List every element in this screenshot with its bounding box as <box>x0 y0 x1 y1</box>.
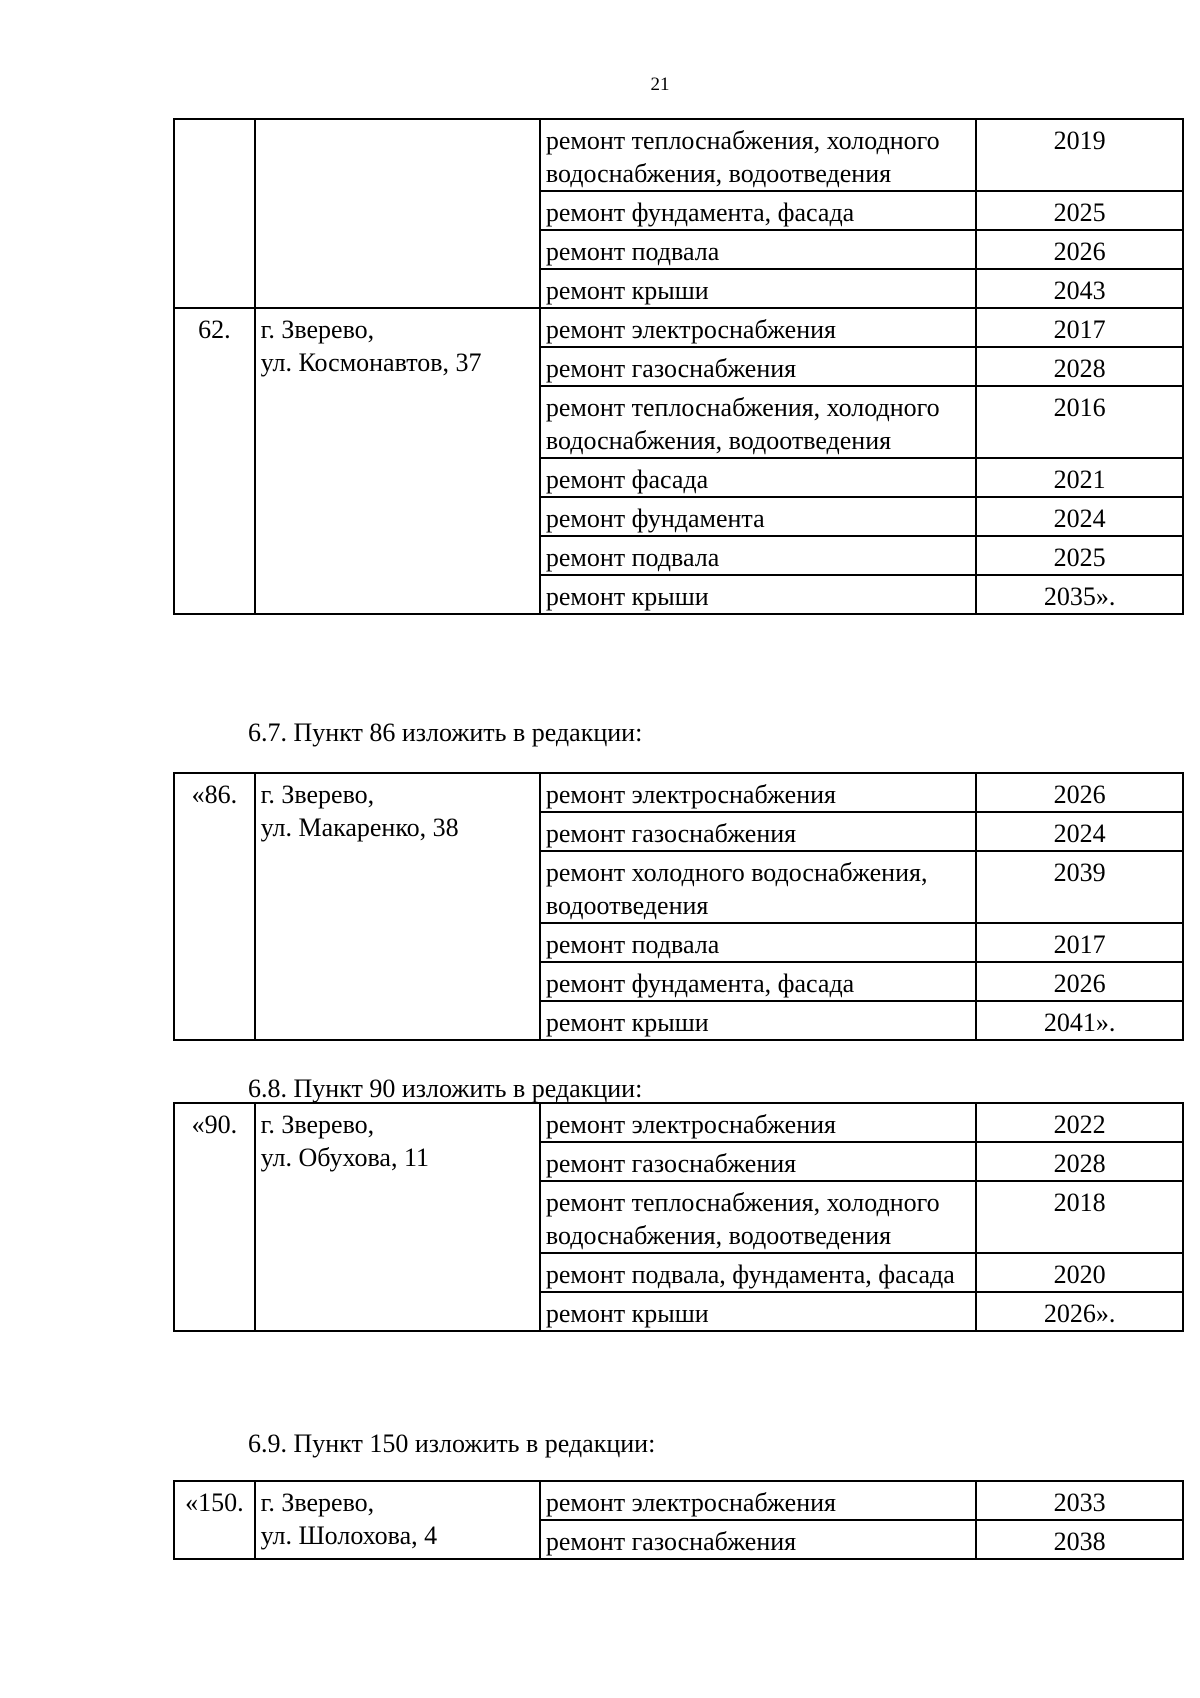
work-type: ремонт холодного водоснабжения, водоотведения <box>540 851 976 923</box>
work-type: ремонт электроснабжения <box>540 773 976 812</box>
address-cell <box>255 1481 540 1559</box>
paragraph-6-7: 6.7. Пункт 86 изложить в редакции: <box>248 718 643 747</box>
work-year: 2025 <box>976 536 1183 575</box>
works-table-3 <box>173 1102 1184 1332</box>
address-cell <box>255 773 540 1040</box>
work-type: ремонт крыши <box>540 575 976 614</box>
work-type: ремонт фасада <box>540 458 976 497</box>
address-cell <box>255 308 540 614</box>
work-year: 2026 <box>976 962 1183 1001</box>
table-row <box>174 1481 1183 1520</box>
work-year: 2033 <box>976 1481 1183 1520</box>
work-type: ремонт электроснабжения <box>540 1103 976 1142</box>
work-type: ремонт газоснабжения <box>540 812 976 851</box>
row-number <box>174 119 255 308</box>
work-type: ремонт теплоснабжения, холодного водоснабжения, водоотведения <box>540 386 976 458</box>
work-type: ремонт газоснабжения <box>540 347 976 386</box>
work-year: 2043 <box>976 269 1183 308</box>
work-year: 2039 <box>976 851 1183 923</box>
work-type: ремонт газоснабжения <box>540 1142 976 1181</box>
work-type: ремонт теплоснабжения, холодного водоснабжения, водоотведения <box>540 1181 976 1253</box>
work-year: 2024 <box>976 812 1183 851</box>
work-type: ремонт подвала <box>540 230 976 269</box>
row-number: «150. <box>174 1481 255 1559</box>
work-year: 2026 <box>976 773 1183 812</box>
work-year: 2018 <box>976 1181 1183 1253</box>
work-type: ремонт фундамента, фасада <box>540 191 976 230</box>
work-type: ремонт крыши <box>540 1001 976 1040</box>
work-year: 2041». <box>976 1001 1183 1040</box>
work-year: 2017 <box>976 923 1183 962</box>
works-table-4 <box>173 1480 1184 1560</box>
work-type: ремонт газоснабжения <box>540 1520 976 1559</box>
address-city: г. Зверево, <box>260 780 375 809</box>
work-year: 2022 <box>976 1103 1183 1142</box>
work-type: ремонт крыши <box>540 269 976 308</box>
address-street: ул. Обухова, 11 <box>260 1143 429 1172</box>
work-type: ремонт подвала, фундамента, фасада <box>540 1253 976 1292</box>
address-cell <box>255 119 540 308</box>
work-year: 2028 <box>976 347 1183 386</box>
address-street: ул. Космонавтов, 37 <box>260 348 482 377</box>
work-type: ремонт электроснабжения <box>540 1481 976 1520</box>
table-row <box>174 308 1183 347</box>
work-type: ремонт фундамента <box>540 497 976 536</box>
table-row <box>174 119 1183 191</box>
works-table-2 <box>173 772 1184 1041</box>
work-type: ремонт подвала <box>540 536 976 575</box>
work-year: 2019 <box>976 119 1183 191</box>
work-year: 2026 <box>976 230 1183 269</box>
paragraph-6-8: 6.8. Пункт 90 изложить в редакции: <box>248 1074 643 1103</box>
work-year: 2038 <box>976 1520 1183 1559</box>
work-year: 2026». <box>976 1292 1183 1331</box>
address-street: ул. Шолохова, 4 <box>260 1521 438 1550</box>
work-year: 2021 <box>976 458 1183 497</box>
work-type: ремонт электроснабжения <box>540 308 976 347</box>
address-city: г. Зверево, <box>260 1110 375 1139</box>
work-year: 2028 <box>976 1142 1183 1181</box>
row-number: «90. <box>174 1103 255 1331</box>
work-year: 2025 <box>976 191 1183 230</box>
row-number: 62. <box>174 308 255 614</box>
row-number: «86. <box>174 773 255 1040</box>
table-row <box>174 1103 1183 1142</box>
address-cell <box>255 1103 540 1331</box>
work-type: ремонт подвала <box>540 923 976 962</box>
work-year: 2020 <box>976 1253 1183 1292</box>
work-type: ремонт фундамента, фасада <box>540 962 976 1001</box>
work-year: 2017 <box>976 308 1183 347</box>
work-type: ремонт крыши <box>540 1292 976 1331</box>
work-type: ремонт теплоснабжения, холодного водоснабжения, водоотведения <box>540 119 976 191</box>
page-number: 21 <box>650 74 670 95</box>
address-city: г. Зверево, <box>260 315 375 344</box>
paragraph-6-9: 6.9. Пункт 150 изложить в редакции: <box>248 1429 656 1458</box>
address-street: ул. Макаренко, 38 <box>260 813 459 842</box>
work-year: 2016 <box>976 386 1183 458</box>
work-year: 2024 <box>976 497 1183 536</box>
address-city: г. Зверево, <box>260 1488 375 1517</box>
table-row <box>174 773 1183 812</box>
work-year: 2035». <box>976 575 1183 614</box>
works-table-1 <box>173 118 1184 615</box>
